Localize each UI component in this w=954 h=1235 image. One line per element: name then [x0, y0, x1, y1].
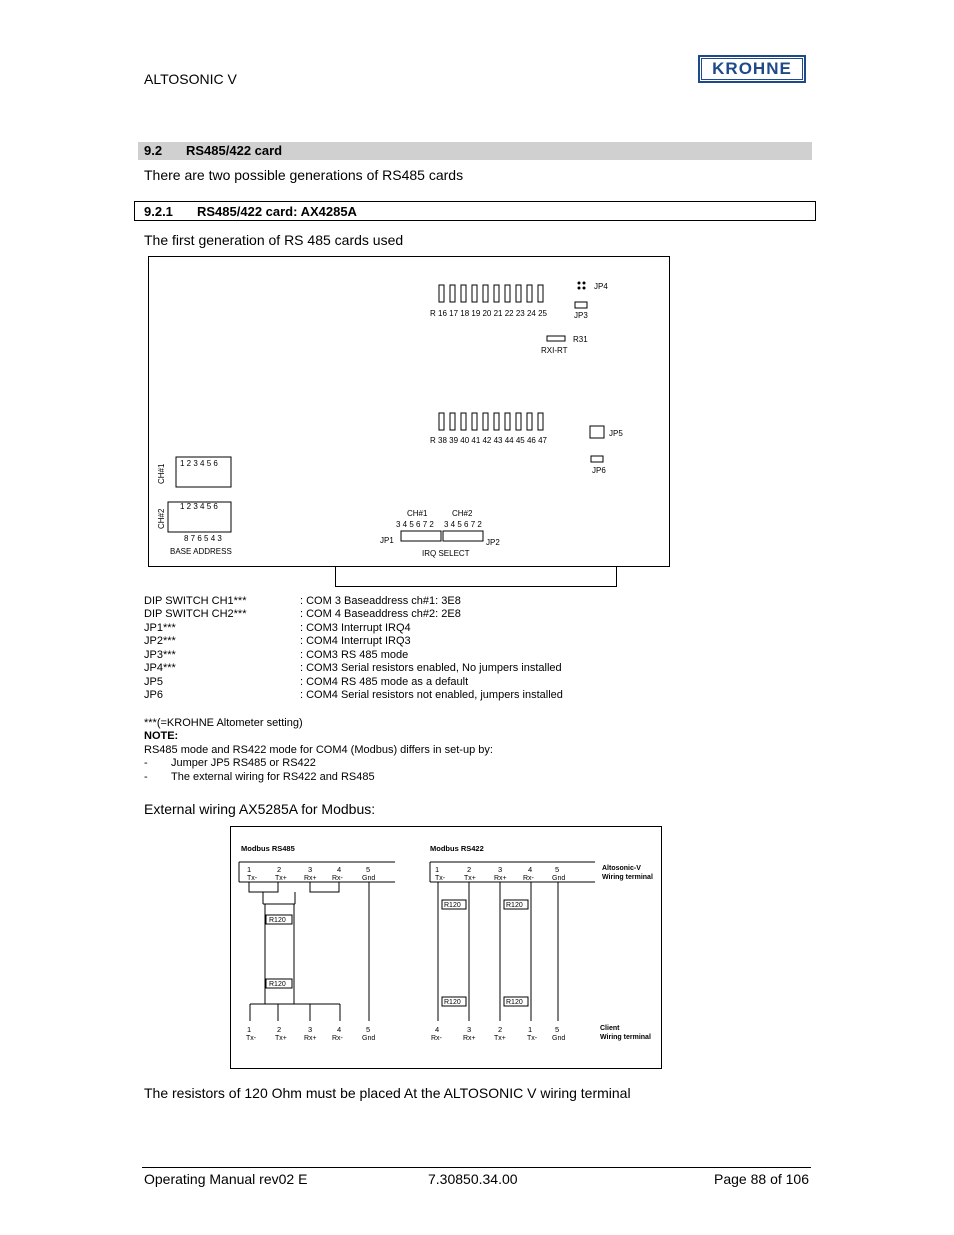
terminal-number: 3 [308, 1025, 313, 1034]
terminal-signal: Rx+ [463, 1035, 476, 1042]
terminal-number: 3 [498, 865, 503, 874]
irq-ch2-numbers: 3 4 5 6 7 2 [444, 520, 482, 529]
terminal-number: 2 [277, 865, 282, 874]
jp5-label: JP5 [609, 429, 623, 438]
rs422-title: Modbus RS422 [430, 844, 484, 853]
subsection-title: RS485/422 card: AX4285A [197, 204, 357, 219]
settings-row: JP2*** : COM4 Interrupt IRQ3 [144, 635, 411, 647]
settings-row: JP1*** : COM3 Interrupt IRQ4 [144, 622, 411, 634]
client-terminal-label: Wiring terminal [600, 1034, 651, 1041]
resistor-row-top [439, 285, 543, 302]
resistor-label: R120 [444, 902, 461, 909]
dip-ch1-label: CH#1 [157, 463, 166, 484]
terminal-signal: Rx- [332, 1035, 343, 1042]
footer-docnumber: 7.30850.34.00 [428, 1171, 518, 1187]
terminal-signal: Tx+ [275, 1035, 287, 1042]
terminal-signal: Tx- [435, 875, 446, 882]
wiring-title: External wiring AX5285A for Modbus: [144, 801, 376, 817]
logo-text: KROHNE [701, 58, 803, 80]
terminal-signal: Tx- [247, 875, 258, 882]
terminal-number: 3 [467, 1025, 472, 1034]
settings-row: JP5 : COM4 RS 485 mode as a default [144, 676, 469, 688]
jp6-jumper [591, 456, 603, 462]
terminal-number: 4 [337, 865, 342, 874]
rs485-title: Modbus RS485 [241, 844, 295, 853]
terminal-signal: Rx+ [494, 875, 507, 882]
settings-row: JP3*** : COM3 RS 485 mode [144, 649, 409, 661]
resistor-label: R120 [444, 999, 461, 1006]
altosonic-label: Altosonic-V [602, 865, 641, 872]
jp1-label: JP1 [380, 536, 394, 545]
terminal-number: 5 [366, 1025, 371, 1034]
terminal-number: 1 [247, 1025, 252, 1034]
subsection-number: 9.2.1 [144, 204, 173, 219]
terminal-number: 2 [277, 1025, 282, 1034]
terminal-signal: Gnd [362, 1035, 376, 1042]
terminal-number: 5 [555, 865, 560, 874]
closing-paragraph: The resistors of 120 Ohm must be placed At the ALTOSONIC V wiring terminal [144, 1085, 631, 1101]
terminal-signal: Tx+ [464, 875, 476, 882]
jp1-jumper [401, 531, 441, 541]
document-header-title: ALTOSONIC V [144, 71, 237, 87]
irq-ch1-label: CH#1 [407, 509, 428, 518]
base-address-numbers: 8 7 6 5 4 3 [184, 534, 222, 543]
terminal-signal: Tx- [246, 1035, 257, 1042]
terminal-signal: Tx- [527, 1035, 538, 1042]
terminal-number: 5 [555, 1025, 560, 1034]
footer-manual: Operating Manual rev02 E [144, 1171, 308, 1187]
first-gen-paragraph: The first generation of RS 485 cards used [144, 232, 404, 248]
altosonic-terminal-label: Wiring terminal [602, 874, 653, 881]
dip-ch2-label: CH#2 [157, 508, 166, 529]
settings-row: DIP SWITCH CH2*** : COM 4 Baseaddress ch#2: 2E8 [144, 608, 461, 620]
footer-divider [142, 1167, 811, 1168]
jp4-jumper [578, 282, 586, 290]
r31-resistor [547, 336, 565, 341]
terminal-signal: Gnd [552, 875, 566, 882]
section-heading [138, 142, 812, 160]
note-bullet: - [144, 757, 148, 769]
note-bullet-text: The external wiring for RS422 and RS485 [171, 771, 375, 783]
terminal-number: 1 [528, 1025, 533, 1034]
settings-row: JP4*** : COM3 Serial resistors enabled, No jumpers installed [144, 662, 562, 674]
jp3-label: JP3 [574, 311, 588, 320]
terminal-signal: Rx- [332, 875, 343, 882]
wiring-drawing [230, 826, 662, 1069]
resistor-label: R120 [506, 999, 523, 1006]
terminal-number: 5 [366, 865, 371, 874]
terminal-number: 2 [467, 865, 472, 874]
resistor-labels-bottom: R 38 39 40 41 42 43 44 45 46 47 [430, 436, 547, 445]
settings-row: JP6 : COM4 Serial resistors not enabled, jumpers installed [144, 689, 563, 701]
terminal-number: 4 [435, 1025, 440, 1034]
jp3-jumper [575, 302, 587, 308]
terminal-number: 3 [308, 865, 313, 874]
card-components [148, 256, 670, 587]
jp5-jumper [590, 426, 604, 438]
settings-row: DIP SWITCH CH1*** : COM 3 Baseaddress ch#1: 3E8 [144, 595, 461, 607]
base-address-label: BASE ADDRESS [170, 547, 232, 556]
irq-select-label: IRQ SELECT [422, 549, 470, 558]
irq-ch1-numbers: 3 4 5 6 7 2 [396, 520, 434, 529]
note-bullet: - [144, 771, 148, 783]
resistor-labels-top: R 16 17 18 19 20 21 22 23 24 25 [430, 309, 547, 318]
jp2-jumper [443, 531, 483, 541]
intro-paragraph: There are two possible generations of RS485 cards [144, 167, 464, 183]
subsection-heading [134, 201, 816, 221]
note-text: RS485 mode and RS422 mode for COM4 (Modbus) differs in set-up by: [144, 744, 493, 756]
terminal-signal: Gnd [362, 875, 376, 882]
terminal-signal: Rx- [431, 1035, 442, 1042]
section-title: RS485/422 card [186, 143, 283, 158]
resistor-label: R120 [506, 902, 523, 909]
rxi-rt-label: RXI-RT [541, 346, 568, 355]
krohne-logo [698, 55, 806, 83]
dip-ch1-numbers: 1 2 3 4 5 6 [180, 459, 218, 468]
terminal-number: 1 [247, 865, 252, 874]
terminal-number: 1 [435, 865, 440, 874]
terminal-signal: Tx+ [494, 1035, 506, 1042]
terminal-signal: Gnd [552, 1035, 566, 1042]
client-label: Client [600, 1025, 620, 1032]
terminal-number: 4 [528, 865, 533, 874]
jp2-label: JP2 [486, 538, 500, 547]
resistor-label: R120 [269, 917, 286, 924]
terminal-number: 4 [337, 1025, 342, 1034]
note-label: NOTE: [144, 730, 179, 742]
terminal-signal: Rx+ [304, 1035, 317, 1042]
r31-label: R31 [573, 335, 588, 344]
note-bullet-text: Jumper JP5 RS485 or RS422 [171, 757, 316, 769]
section-number: 9.2 [144, 143, 163, 158]
dip-ch2-numbers: 1 2 3 4 5 6 [180, 502, 218, 511]
terminal-signal: Rx+ [304, 875, 317, 882]
jp6-label: JP6 [592, 466, 606, 475]
footer-page: Page 88 of 106 [714, 1171, 809, 1187]
irq-ch2-label: CH#2 [452, 509, 473, 518]
terminal-number: 2 [498, 1025, 503, 1034]
resistor-label: R120 [269, 981, 286, 988]
terminal-signal: Rx- [523, 875, 534, 882]
resistor-row-bottom [439, 413, 543, 430]
rs485-wires [249, 882, 369, 1021]
terminal-signal: Tx+ [275, 875, 287, 882]
footnote: ***(=KROHNE Altometer setting) [144, 717, 303, 729]
jp4-label: JP4 [594, 282, 608, 291]
